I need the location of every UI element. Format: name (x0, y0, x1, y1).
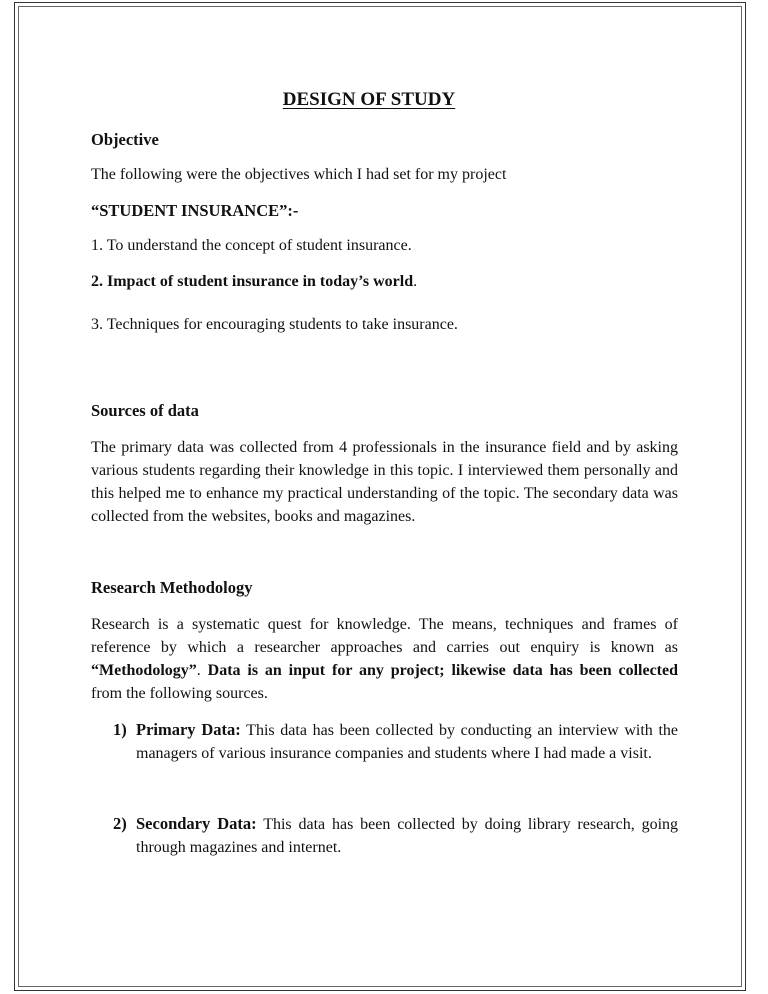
objective-item-2-text: 2. Impact of student insurance in today’s world (91, 273, 414, 290)
methodology-paragraph (91, 613, 678, 705)
list-number: 1) (113, 720, 127, 739)
objective-heading: Objective (91, 130, 159, 149)
methodology-text-3: from the following sources. (91, 685, 268, 702)
sources-heading: Sources of data (91, 401, 199, 420)
methodology-text-1: Research is a systematic quest for knowledge. The means, techniques and frames of reference by which a researcher approaches and carries out enquiry is known as (91, 616, 678, 656)
list-item-text: This data has been collected by conducting an interview with the managers of various insurance companies and students where I had made a visit. (136, 722, 679, 762)
list-item-primary-data (113, 718, 678, 765)
objective-item-2-period: . (413, 273, 418, 290)
methodology-text-2: . (196, 662, 208, 679)
objective-item-1: 1. To understand the concept of student insurance. (91, 237, 412, 254)
project-name: “STUDENT INSURANCE”:- (91, 201, 299, 220)
objective-item-3: 3. Techniques for encouraging students to take insurance. (91, 316, 458, 333)
list-item-secondary-data (113, 812, 678, 859)
list-number: 2) (113, 814, 127, 833)
sources-paragraph: The primary data was collected from 4 professionals in the insurance field and by asking various students regarding their knowledge in this topic. I interviewed them personally and this helped me to enhance my practical understanding of the topic. The secondary data was collected from the websites, books and magazines. (91, 439, 678, 525)
list-item-body (136, 718, 678, 765)
objective-item-2 (91, 273, 417, 291)
list-item-text: This data has been collected by doing library research, going through magazines and internet. (136, 816, 679, 856)
methodology-term: “Methodology” (91, 662, 197, 679)
page-title: DESIGN OF STUDY (282, 89, 456, 110)
list-item-label: Primary Data: (136, 720, 241, 739)
methodology-heading: Research Methodology (91, 578, 253, 597)
objective-intro: The following were the objectives which I had set for my project (91, 166, 507, 183)
list-item-body (136, 812, 678, 859)
methodology-bold-text: Data is an input for any project; likewise data has been collected (207, 662, 679, 679)
list-item-label: Secondary Data: (136, 814, 257, 833)
